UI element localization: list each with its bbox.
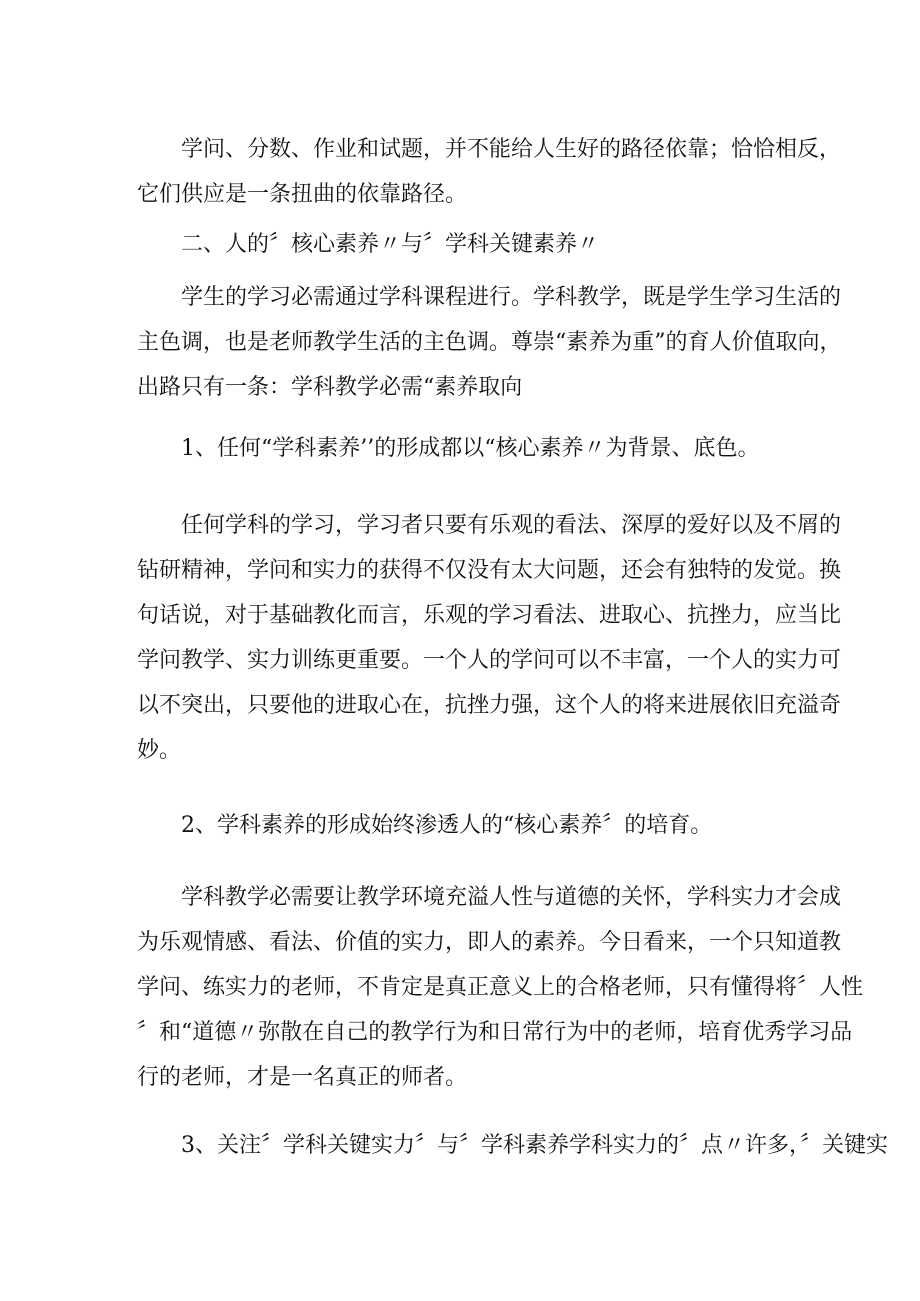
list-item-1 (137, 426, 797, 471)
text-line: 为乐观情感、看法、价值的实力，即人的素养。今日看来，一个只知道教 (137, 930, 842, 955)
paragraph-knowledge-scores (137, 127, 842, 217)
text-line: 出路只有一条：学科教学必需“素养取向 (137, 375, 523, 400)
text-line: 钻研精神，学问和实力的获得不仅没有太大问题，还会有独特的发觉。换 (137, 558, 842, 583)
paragraph-subject-teaching (137, 275, 842, 410)
list-item-line: 3、关注〞学科关键实力〞与〞学科素养学科实力的〞点〃许多，〞关键实 (181, 1133, 888, 1158)
text-line: 句话说，对于基础教化而言，乐观的学习看法、进取心、抗挫力，应当比 (137, 603, 842, 628)
text-line: 学问、练实力的老师，不肯定是真正意义上的合格老师，只有懂得将〞人性 (137, 975, 864, 1000)
text-line: 学科教学必需要让教学环境充溢人性与道德的关怀，学科实力才会成 (181, 885, 842, 910)
text-line: 学问、分数、作业和试题，并不能给人生好的路径依靠；恰恰相反， (181, 137, 842, 162)
list-item-line: 1、任何“学科素养’’的形成都以“核心素养〃为背景、底色。 (181, 436, 760, 461)
text-line: 妙。 (137, 738, 182, 763)
list-item-3 (137, 1123, 888, 1168)
heading-line: 二、人的〞核心素养〃与〞学科关键素养〃 (181, 232, 600, 257)
text-line: 〞和“道德〃弥散在自己的教学行为和日常行为中的老师，培育优秀学习品 (137, 1020, 853, 1045)
list-item-2 (137, 803, 797, 848)
paragraph-learning-attitude (137, 503, 842, 773)
paragraph-humanity-morality (137, 875, 864, 1100)
text-line: 它们供应是一条扭曲的依靠路径。 (137, 182, 468, 207)
text-line: 任何学科的学习，学习者只要有乐观的看法、深厚的爱好以及不屑的 (181, 513, 842, 538)
text-line: 行的老师，才是一名真正的师者。 (137, 1065, 468, 1090)
text-line: 学问教学、实力训练更重要。一个人的学问可以不丰富，一个人的实力可 (137, 648, 842, 673)
section-heading-core-literacy (137, 222, 797, 267)
list-item-line: 2、学科素养的形成始终渗透人的“核心素养〞的培育。 (181, 813, 713, 838)
text-line: 以不突出，只要他的进取心在，抗挫力强，这个人的将来进展依旧充溢奇 (137, 693, 842, 718)
text-line: 学生的学习必需通过学科课程进行。学科教学，既是学生学习生活的 (181, 285, 842, 310)
text-line: 主色调，也是老师教学生活的主色调。尊崇“素养为重”的育人价值取向， (137, 330, 842, 355)
